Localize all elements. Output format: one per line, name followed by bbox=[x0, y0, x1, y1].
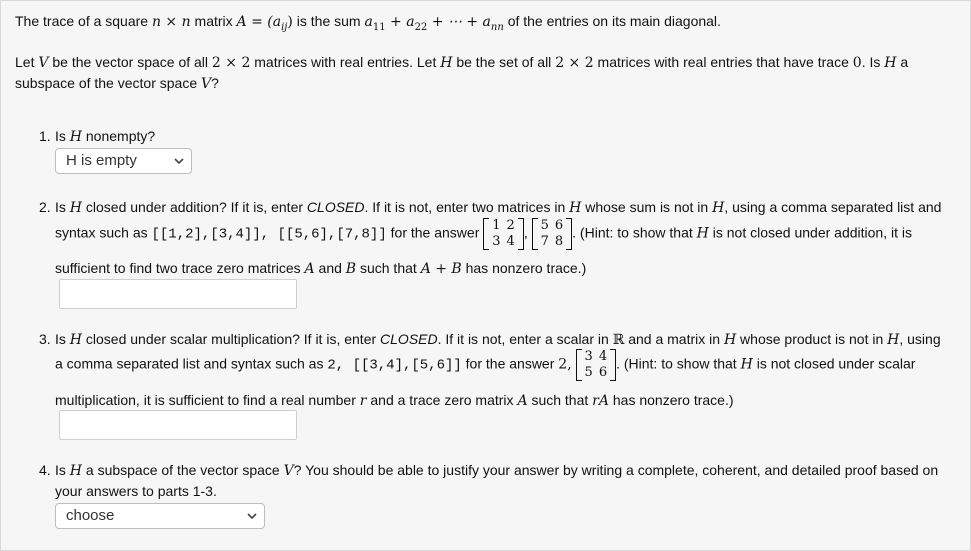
q2-answer-input[interactable] bbox=[59, 279, 297, 309]
example-matrix-3: 3 4 5 6 bbox=[576, 349, 617, 381]
q3-line1: Is H closed under scalar multiplication? If it is, enter CLOSED. If it is not, enter a scalar in ℝ and a matrix in H whose product is not in H, using bbox=[55, 331, 941, 348]
q4-line1: Is H a subspace of the vector space V? You should be able to justify your answer by writing a complete, coherent, and detailed proof based on bbox=[55, 462, 939, 479]
q4-subspace-select[interactable] bbox=[55, 503, 265, 529]
q2-number: 2. bbox=[39, 199, 51, 215]
trace-definition: The trace of a square n × n matrix $A = (a_{ij})$ is the sum $a_{11} + a_{22}$ + ⋯ + $a_{nn}$ of the entries on its main diagonal. bbox=[15, 13, 721, 33]
problem-statement-line2: subspace of the vector space V? bbox=[15, 75, 219, 92]
chevron-down-icon bbox=[246, 510, 258, 522]
q2-line1: Is H closed under addition? If it is, enter CLOSED. If it is not, enter two matrices in H whose sum is not in H, using a comma separated list and bbox=[55, 199, 942, 216]
q3-line3: multiplication, it is sufficient to find a real number r and a trace zero matrix A such that rA has nonzero trace.) bbox=[55, 392, 734, 409]
q3-answer-input[interactable] bbox=[59, 410, 297, 440]
q3-line2: a comma separated list and syntax such as 2, [[3,4],[5,6]] for the answer 2, 3 4 5 6 . (Hint: to show that H is not closed under scalar bbox=[55, 349, 916, 380]
q4-line2: your answers to parts 1-3. bbox=[55, 483, 217, 499]
chevron-down-icon bbox=[173, 155, 185, 167]
q4-number: 4. bbox=[39, 462, 51, 478]
q2-line3: sufficient to find two trace zero matrices A and B such that A + B has nonzero trace.) bbox=[55, 260, 587, 277]
example-matrix-2: 5 6 7 8 bbox=[532, 218, 573, 250]
q1-text: Is H nonempty? bbox=[55, 128, 156, 145]
q3-number: 3. bbox=[39, 331, 51, 347]
q4-select-value: choose bbox=[66, 507, 115, 524]
problem-statement-line1: Let V be the vector space of all 2 × 2 matrices with real entries. Let H be the set of all 2 × 2 matrices with real entries that have trace 0. Is H a bbox=[15, 54, 909, 71]
q1-number: 1. bbox=[39, 128, 51, 144]
q1-nonempty-select[interactable] bbox=[55, 148, 192, 174]
q1-select-value: H is empty bbox=[66, 152, 137, 169]
example-matrix-1: 1 2 3 4 bbox=[483, 218, 524, 250]
q2-line2: syntax such as [[1,2],[3,4]], [[5,6],[7,8]] for the answer 1 2 3 4 , 5 6 7 8 . (Hint: to show that H is not closed under addition, it is bbox=[55, 218, 912, 249]
